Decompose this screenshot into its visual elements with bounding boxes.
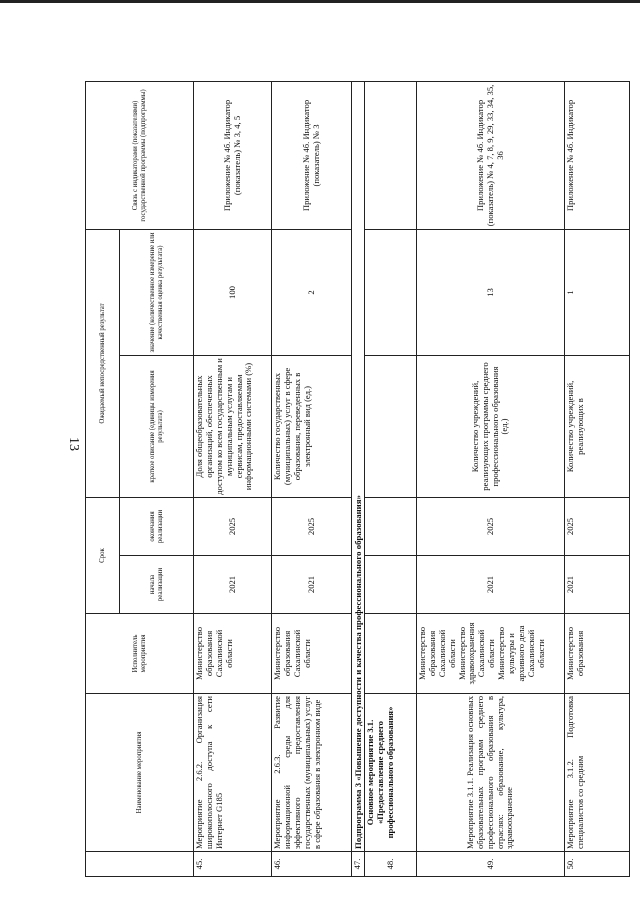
result-value: 2 — [272, 229, 352, 355]
header-no — [86, 852, 194, 877]
indicator-link: Приложение № 4б. Индикатор (показатель) № 4, 7, 8, 9, 29, 33, 34, 35, 36 — [417, 81, 565, 229]
header-result: Ожидаемый непосредственный результат — [86, 229, 120, 497]
header-result-brief: краткое описание (единицы измерения результата) — [120, 355, 194, 497]
empty-cell — [365, 614, 417, 694]
indicator-link: Приложение № 4б. Индикатор (показатель) № 3 — [272, 81, 352, 229]
result-description: Доля общеобразовательных организаций, обеспеченных доступом ко всем государственным и муниципальным услугам и сервисам, предоставляемым информационными системами (%) — [194, 355, 272, 497]
activity-name: Мероприятие 3.1.2. Подготовка специалистов со средним — [565, 694, 630, 852]
header-name: Наименование мероприятия — [86, 694, 194, 852]
table-row — [194, 81, 272, 876]
indicator-link: Приложение № 4б. Индикатор — [565, 81, 630, 229]
term-start: 2021 — [272, 556, 352, 614]
empty-cell — [365, 229, 417, 355]
term-end: 2025 — [272, 497, 352, 555]
subprogram-title: Подпрограмма 3 «Повышение доступности и качества профессионального образования» — [352, 81, 365, 851]
row-number: 45. — [194, 852, 272, 877]
executor: Министерство образования Сахалинской области — [272, 614, 352, 694]
result-value: 1 — [565, 229, 630, 355]
executor: Министерство образования — [565, 614, 630, 694]
empty-cell — [365, 556, 417, 614]
page-number: 13 — [66, 437, 81, 451]
row-number: 48. — [365, 852, 417, 877]
activity-name: Мероприятие 2.6.2. Организация широкополосного доступа к сети Интернет G185 — [194, 694, 272, 852]
term-end: 2025 — [417, 497, 565, 555]
empty-cell — [365, 497, 417, 555]
term-end: 2025 — [194, 497, 272, 555]
activities-table — [85, 81, 630, 877]
header-term-end: окончания реализации — [120, 497, 194, 555]
header-result-value: значение (количественное измерение или качественная оценка результата) — [120, 229, 194, 355]
main-activity-row — [365, 81, 417, 876]
empty-cell — [365, 81, 417, 229]
row-number: 50. — [565, 852, 630, 877]
result-description: Количество учреждений, реализующих в — [565, 355, 630, 497]
empty-cell — [365, 355, 417, 497]
row-number: 46. — [272, 852, 352, 877]
header-executor: Исполнитель мероприятия — [86, 614, 194, 694]
executor: Министерство образования Сахалинской области — [194, 614, 272, 694]
term-end: 2025 — [565, 497, 630, 555]
scan-edge-line — [0, 0, 640, 3]
indicator-link: Приложение № 4б. Индикатор (показатель) № 3, 4, 5 — [194, 81, 272, 229]
result-description: Количество учреждений, реализующих программы среднего профессионального образования (ед.) — [417, 355, 565, 497]
header-term-start: начала реализации — [120, 556, 194, 614]
activity-name: Мероприятие 2.6.3. Развитие информационной среды для эффективного предоставления государственных (муниципальных) услуг в сфере образования в электронном виде — [272, 694, 352, 852]
term-start: 2021 — [565, 556, 630, 614]
subprogram-row — [352, 81, 365, 876]
term-start: 2021 — [417, 556, 565, 614]
result-value: 13 — [417, 229, 565, 355]
row-number: 47. — [352, 852, 365, 877]
table-row — [417, 81, 565, 876]
term-start: 2021 — [194, 556, 272, 614]
row-number: 49. — [417, 852, 565, 877]
header-link: Связь с индикаторами (показателями) государственной программы (подпрограммы) — [86, 81, 194, 229]
activity-name: Мероприятие 3.1.1. Реализация основных образовательных программ среднего профессионального образования в отраслях: образование, культура, здравоохранение — [417, 694, 565, 852]
result-description: Количество государственных (муниципальных) услуг в сфере образования, переведенных в электронный вид (ед.) — [272, 355, 352, 497]
table-row — [565, 81, 630, 876]
executor: Министерство образования Сахалинской области Министерство здравоохранения Сахалинской области Министерство культуры и архивного дела Сахалинской области — [417, 614, 565, 694]
main-activity-title: Основное мероприятие 3.1. «Предоставление среднего профессионального образования» — [365, 694, 417, 852]
rotated-table-wrapper — [85, 82, 628, 877]
header-term: Срок — [86, 497, 120, 613]
table-row — [272, 81, 352, 876]
result-value: 100 — [194, 229, 272, 355]
